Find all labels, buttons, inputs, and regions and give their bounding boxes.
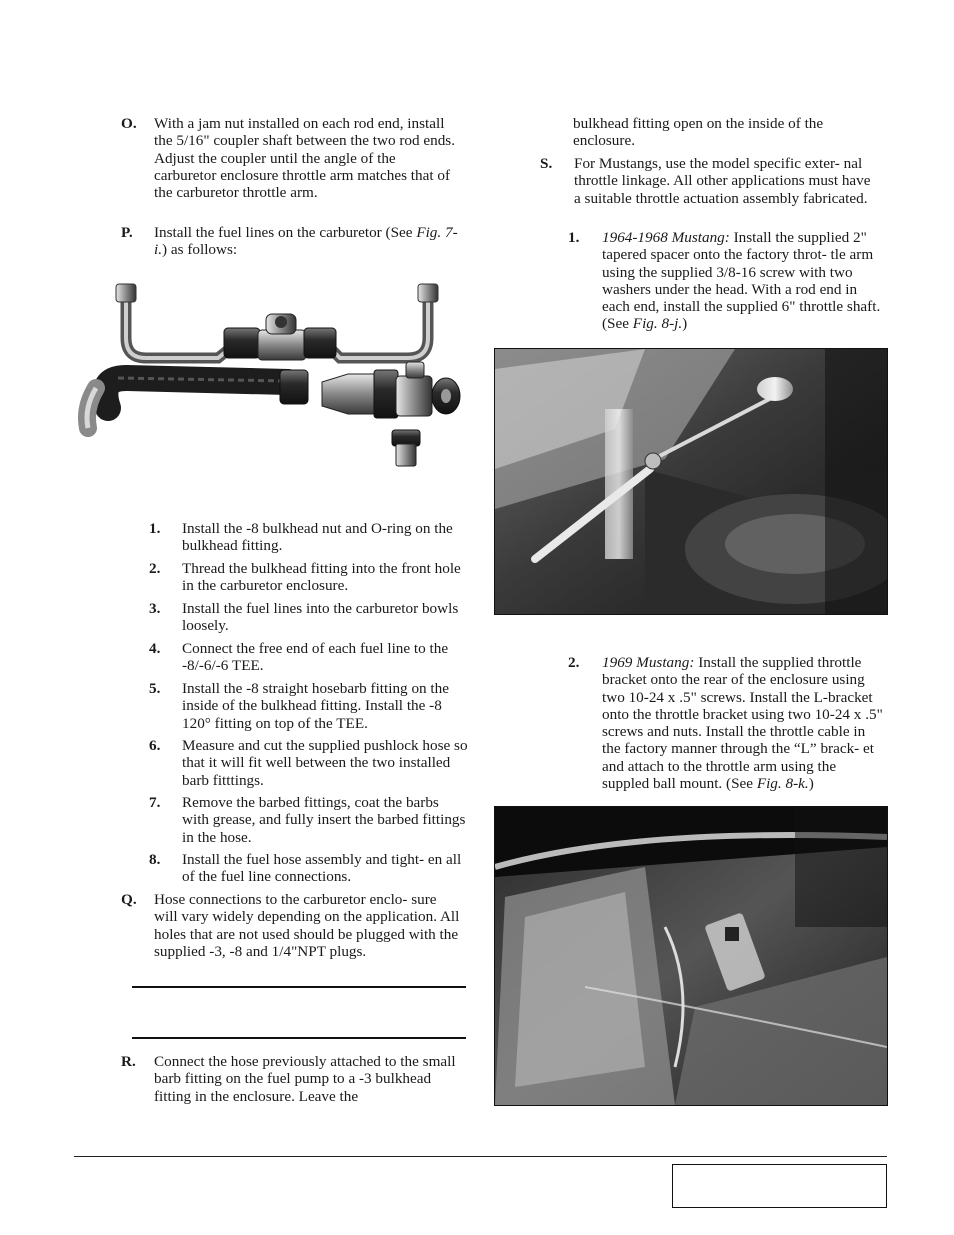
fig-ref-8j: Fig. 8-j. xyxy=(632,315,683,333)
step-p xyxy=(121,224,461,259)
step-q xyxy=(121,891,461,960)
list-item: 7. Remove the barbed fittings, coat the barbs with grease, and fully insert the barbed fittings in the hose. xyxy=(149,794,466,846)
step-r-label: R. xyxy=(121,1053,136,1070)
footer-page-box xyxy=(672,1164,887,1208)
fuel-line-parts-figure xyxy=(78,278,468,478)
divider xyxy=(132,986,466,988)
step-s-label: S. xyxy=(540,155,553,172)
list-item: 2. 1969 Mustang: Install the supplied throttle bracket onto the rear of the enclosure using two 10-24 x .5" screws. Install the L-bracket onto the throttle bracket using two 10-24 x .5" screws and nuts. Install the throttle cable in the factory manner through the “L” brack- et and attach to the throttle arm using the suppled ball mount. (See Fig. 8-k.) xyxy=(568,654,883,793)
model-title-1969: 1969 Mustang: xyxy=(602,654,695,671)
fig-ref-7i: Fig. 7-i. xyxy=(154,224,458,259)
footer-rule xyxy=(74,1156,887,1157)
step-p-label: P. xyxy=(121,224,133,241)
throttle-linkage-photo xyxy=(494,348,888,615)
list-item: 8. Install the fuel hose assembly and tight- en all of the fuel line connections. xyxy=(149,851,462,886)
step-r xyxy=(121,1053,461,1105)
list-item: 5. Install the -8 straight hosebarb fitting on the inside of the bulkhead fitting. Install the -8 120° fitting on top of the TEE. xyxy=(149,680,449,732)
step-o-text: With a jam nut installed on each rod end, install the 5/16" coupler shaft between the two rod ends. Adjust the coupler until the angle of the carburetor enclosure throttle arm matches that of the carburetor throttle arm. xyxy=(154,115,456,202)
list-item: 6. Measure and cut the supplied pushlock hose so that it will fit well between the two installed barb fitttings. xyxy=(149,737,468,789)
model-title-1964-1968: 1964-1968 Mustang: xyxy=(602,229,730,246)
step-r-continued-text: bulkhead fitting open on the inside of the enclosure. xyxy=(573,115,824,150)
step-s-text: For Mustangs, use the model specific exter- nal throttle linkage. All other applications must have a suitable throttle actuation assembly fabricated. xyxy=(574,155,871,207)
step-r-text: Connect the hose previously attached to the small barb fitting on the fuel pump to a -3 bulkhead fitting in the enclosure. Leave the xyxy=(154,1053,456,1105)
list-item: 1. Install the -8 bulkhead nut and O-ring on the bulkhead fitting. xyxy=(149,520,453,555)
throttle-bracket-photo-art xyxy=(495,807,887,1105)
fig-ref-8k: Fig. 8-k. xyxy=(756,775,809,793)
list-item: 2. Thread the bulkhead fitting into the front hole in the carburetor enclosure. xyxy=(149,560,461,595)
step-q-label: Q. xyxy=(121,891,137,908)
throttle-linkage-photo-art xyxy=(495,349,887,614)
step-p-text-end: ) as follows: xyxy=(162,241,238,259)
step-s xyxy=(540,155,880,207)
list-item: 3. Install the fuel lines into the carburetor bowls loosely. xyxy=(149,600,459,635)
step-p-text: Install the fuel lines on the carburetor (See xyxy=(154,224,417,241)
step-o xyxy=(121,115,461,201)
list-item: 4. Connect the free end of each fuel line to the -8/-6/-6 TEE. xyxy=(149,640,449,675)
fuel-line-parts-illustration xyxy=(78,278,468,478)
divider xyxy=(132,1037,466,1039)
step-o-label: O. xyxy=(121,115,137,132)
step-r-continued xyxy=(573,115,873,150)
throttle-bracket-photo xyxy=(494,806,888,1106)
list-item: 1. 1964-1968 Mustang: Install the supplied 2" tapered spacer onto the factory throt- tle arm using the supplied 3/8-16 screw with two washers under the head. With a rod end in each end, install the supplied 6" throttle shaft. (See Fig. 8-j.) xyxy=(568,229,881,333)
step-q-text: Hose connections to the carburetor enclo- sure will vary widely depending on the application. All holes that are not used should be plugged with the supplied -3, -8 and 1/4"NPT plugs. xyxy=(154,891,460,960)
